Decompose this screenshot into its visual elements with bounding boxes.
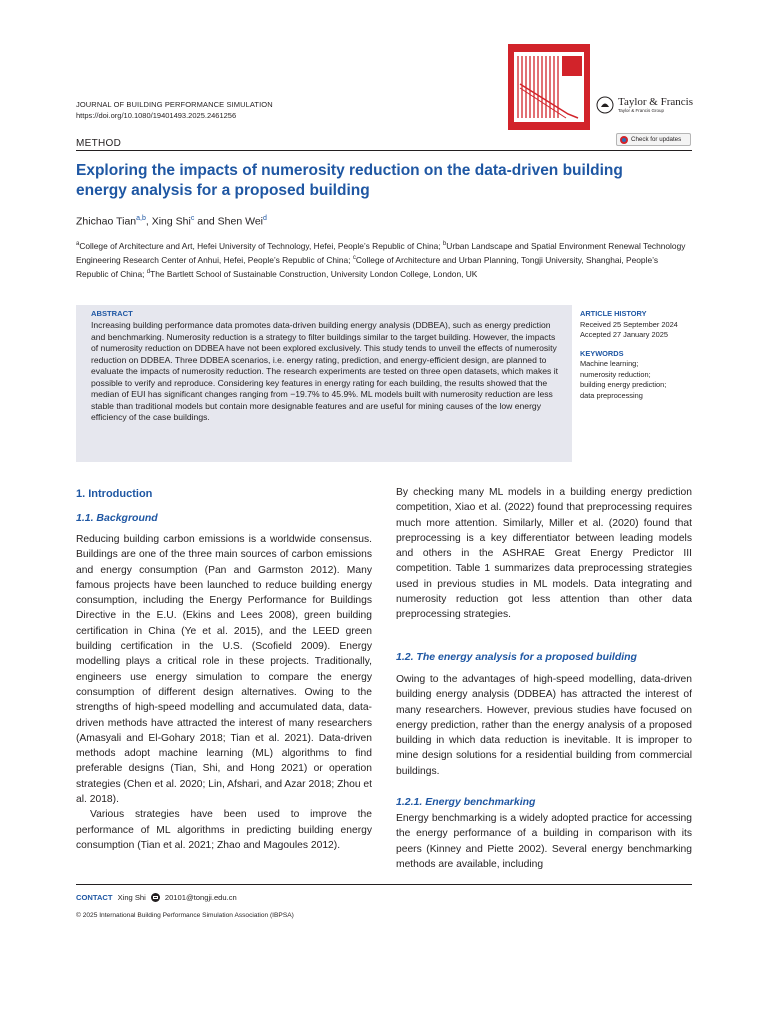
article-title: Exploring the impacts of numerosity reduction on the data-driven building energy analysis for a proposed building [76, 162, 623, 199]
author-affiliation-marker: d [263, 215, 267, 222]
publisher-name: Taylor & Francis [618, 95, 693, 108]
article-sidebar [580, 309, 692, 401]
right-column-text [396, 485, 692, 623]
publisher-subname: Taylor & Francis Group [618, 107, 665, 113]
right-column-text [396, 811, 692, 872]
author-name[interactable]: Shen Wei [217, 215, 264, 228]
body-paragraph: Reducing building carbon emissions is a worldwide consensus. Buildings are one of the three main sources of carbon emissions and energy consumption (Pan and Garmston 2012). Many famous projects have been launched to reduce building energy consumption, including the Energy Performance for Buildings Directive in the E.U. (Ekins and Lees 2008), green building certification in China (Ye et al. 2015), and the LEED green building certification in the U.S. (Scofield 2009). Energy modelling plays a critical role in these projects. Traditionally, engineers use energy simulation to compare the energy consumption of different design alternatives. Owing to the strengths of high-speed modelling and accumulated data, data-driven methods have attracted the interest of many researchers (Amasyali and El-Gohary 2018; Tian et al. 2021). Data-driven methods adopt machine learning (ML) algorithms to find preferable designs (Tian, Shi, and Hong 2021) or operation strategies (Chen et al. 2020; Lin, Afshari, and Azar 2018; Zhou et al. 2018). [76, 534, 372, 806]
keyword: numerosity reduction; [580, 369, 651, 379]
affiliations [76, 238, 692, 279]
affiliation-marker: a [76, 241, 80, 247]
journal-cover-image [508, 44, 590, 130]
author-list [76, 215, 267, 228]
author-affiliation-marker: c [190, 215, 195, 222]
email-icon [151, 893, 160, 902]
author-name[interactable]: Xing Shi [151, 215, 191, 228]
author-affiliation-marker: a,b [136, 215, 146, 222]
accepted-date: Accepted 27 January 2025 [580, 330, 668, 339]
body-paragraph: By checking many ML models in a building energy prediction competition, Xiao et al. (2022) found that preprocessing requires much more attention. Similarly, Miller et al. (2020) found that preprocessing is a key differentiator between leading models and others in the ASHRAE Great Energy Predictor III competition. Table 1 summarizes data preprocessing strategies used in previous studies in ML models. Data integrating and numerosity reduction got less attention than other data preprocessing strategies. [396, 487, 692, 621]
affiliation-marker: b [442, 241, 447, 247]
author-name[interactable]: Zhichao Tian [76, 215, 137, 228]
subsection-heading-energy-analysis: 1.2. The energy analysis for a proposed building [396, 651, 637, 663]
keyword: building energy prediction; [580, 380, 667, 389]
keyword: Machine learning; [580, 359, 639, 368]
author-separator: , [145, 215, 152, 228]
contact-email[interactable]: 20101@tongji.edu.cn [164, 893, 237, 902]
doi-link[interactable]: https://doi.org/10.1080/19401493.2025.2461256 [76, 111, 237, 120]
article-type-label: METHOD [76, 138, 122, 149]
abstract-heading: ABSTRACT [91, 309, 133, 318]
affiliation: The Bartlett School of Sustainable Construction, University London College, London, UK [150, 268, 478, 279]
subsection-heading-background: 1.1. Background [76, 512, 158, 524]
received-date: Received 25 September 2024 [580, 319, 678, 329]
crossmark-icon [620, 136, 628, 144]
affiliation-marker: d [146, 268, 151, 275]
section-heading-introduction: 1. Introduction [76, 488, 153, 500]
article-history-heading: ARTICLE HISTORY [580, 309, 647, 318]
lamp-icon [596, 96, 614, 114]
journal-name: JOURNAL OF BUILDING PERFORMANCE SIMULATION [76, 100, 273, 109]
contact-label: CONTACT [76, 893, 113, 902]
header-divider [76, 150, 692, 151]
affiliation-marker: c [352, 254, 356, 261]
affiliation: Urban Landscape and Spatial Environment Renewal Technology Engineering Research Center of Anhui, Hefei, People’s Republic of China; [76, 240, 686, 265]
abstract-text: Increasing building performance data promotes data-driven building energy analysis (DDBEA), such as energy prediction and benchmarking. Numerosity reduction is a strategy to filter buildings similar to the target building. However, the impacts of numerosity reduction on DDBEA have not been explored exclusively. This study tends to unveil the effects of numerosity reduction on DDBEA. Three DDBEA scenarios, i.e. energy rating, prediction, and energy-efficient design, are planned to evaluate the impacts of numerosity reduction. The research experiments are tested on three open datasets, which makes it possible to verify and reproduce. Considering key features in energy rating for each building, the results showed that the median of EUI has significant changes ranging from −19.7% to 45.9%. ML models built with numerosity reduction are less stable than traditional models but contain more designable features and are useful for mining causes of the low energy efficiency of the case buildings. [91, 320, 559, 422]
footer-divider [76, 884, 692, 885]
body-paragraph: Energy benchmarking is a widely adopted practice for accessing the energy performance of a building in comparison with its peers (Kinney and Piette 2002). Several energy benchmarking methods are available, including [396, 813, 692, 870]
body-paragraph: Various strategies have been used to improve the performance of ML algorithms in predicting building energy consumption (Tian et al. 2021; Zhao and Magoules 2012). [76, 809, 372, 851]
affiliation: College of Architecture and Art, Hefei University of Technology, Hefei, People’s Republic of China; [79, 240, 443, 251]
check-for-updates-label: Check for updates [631, 136, 682, 143]
contact-line [76, 893, 237, 902]
body-paragraph: Owing to the advantages of high-speed modelling, data-driven building energy analysis (DDBEA) has attracted the interest of many researchers. However, previous studies have focused on energy prediction, rather than the energy analysis of a proposed building in which data reduction is inevitable. It is improper to mine design solutions for a residential building from commercial buildings. [396, 674, 692, 777]
copyright-notice: © 2025 International Building Performance Simulation Association (IBPSA) [76, 912, 294, 919]
author-separator: and [194, 215, 218, 228]
contact-name: Xing Shi [117, 893, 146, 902]
publisher-logo [596, 96, 693, 114]
keyword: data preprocessing [580, 390, 643, 400]
affiliation: College of Architecture and Urban Planning, Tongji University, Shanghai, People’s Republic of China; [76, 254, 659, 279]
check-for-updates-button[interactable] [616, 133, 691, 146]
subsubsection-heading-benchmarking: 1.2.1. Energy benchmarking [396, 796, 536, 808]
keywords-heading: KEYWORDS [580, 348, 624, 358]
right-column-text [396, 672, 692, 779]
left-column-text [76, 532, 372, 853]
